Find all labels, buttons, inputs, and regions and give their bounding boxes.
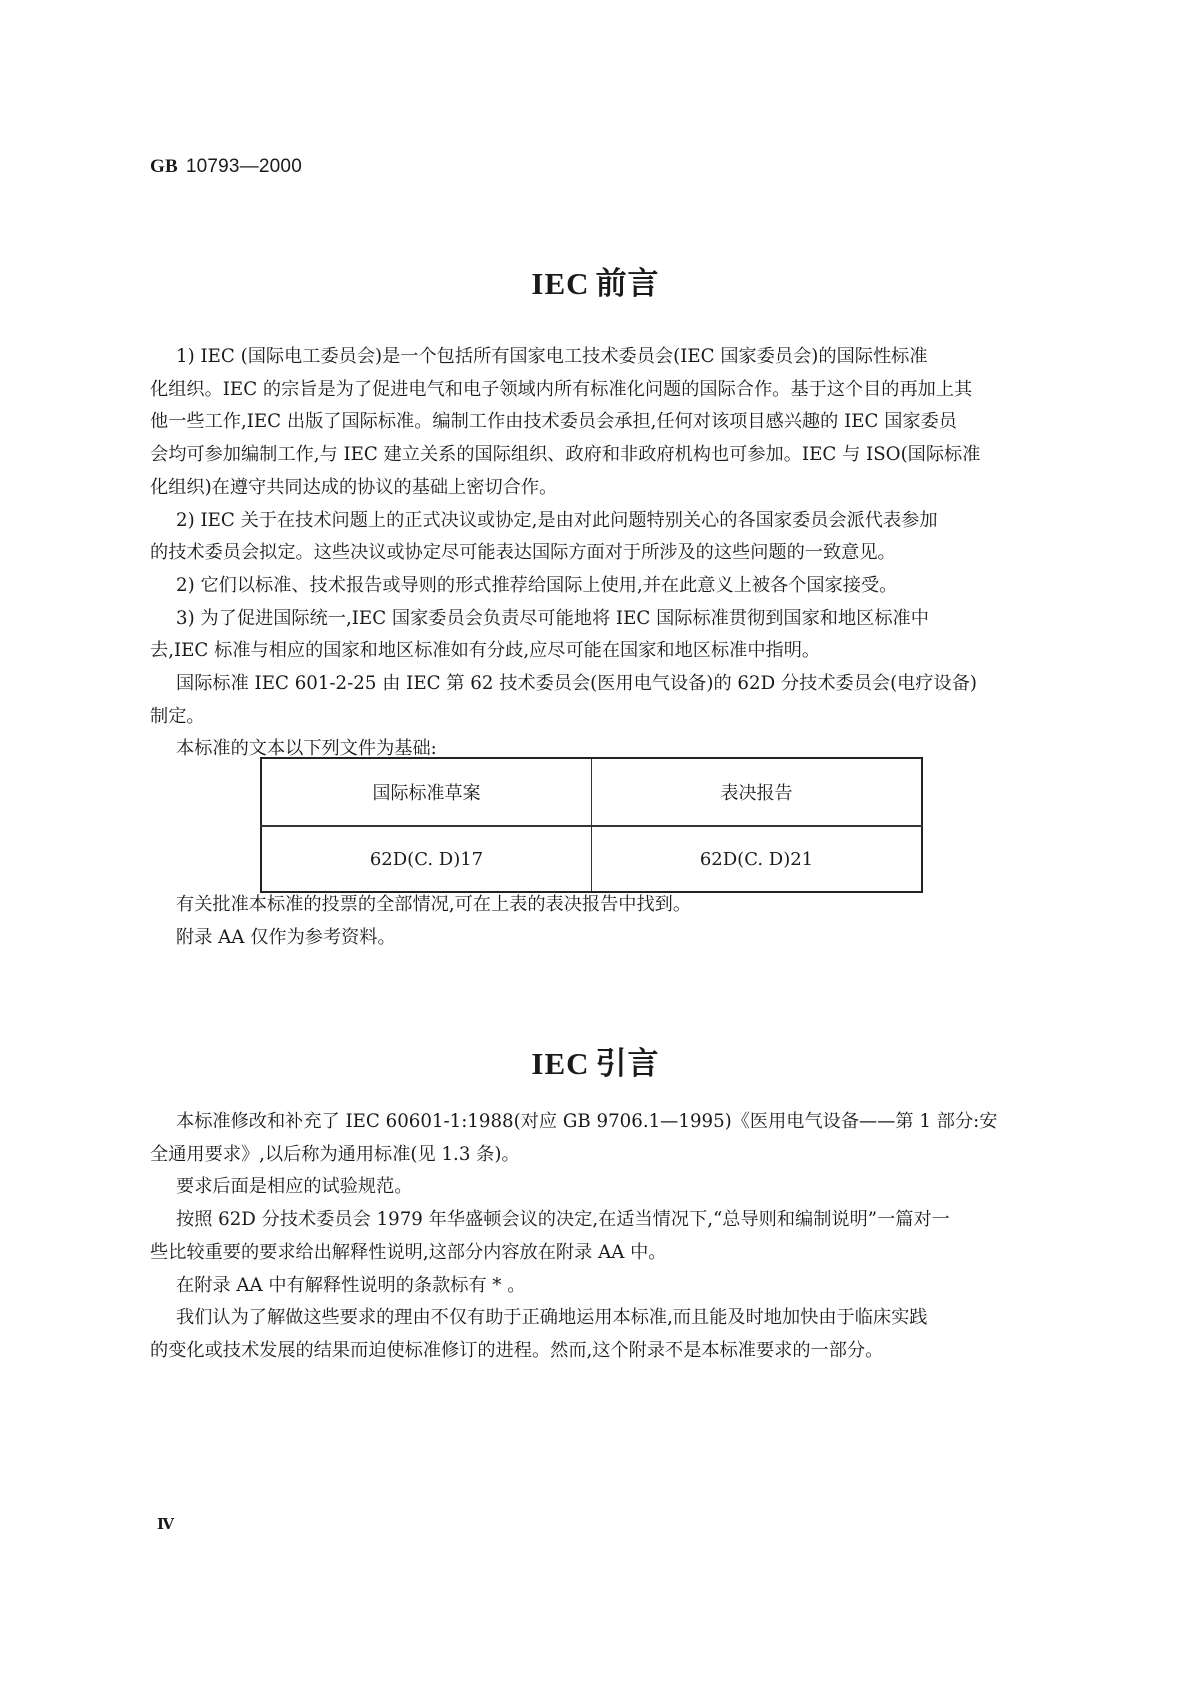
foreword-paragraph-3	[176, 570, 1066, 603]
table-header-draft: 国际标准草案	[261, 758, 592, 826]
voting-note	[176, 889, 1066, 922]
introduction-body	[150, 1106, 1066, 1368]
table-header-voting-report: 表决报告	[592, 758, 923, 826]
text-line: 附录 AA 仅作为参考资料。	[176, 926, 396, 948]
foreword-paragraph-1	[150, 341, 1066, 505]
text-line: 的技术委员会拟定。这些决议或协定尽可能表达国际方面对于所涉及的这些问题的一致意见。	[150, 542, 896, 564]
introduction-paragraph-5	[150, 1302, 1066, 1367]
standard-prefix: GB	[150, 156, 178, 177]
text-line: 按照 62D 分技术委员会 1979 年华盛顿会议的决定,在适当情况下,“总导则和编制说明”一篇对一	[176, 1209, 950, 1231]
text-line: 有关批准本标准的投票的全部情况,可在上表的表决报告中找到。	[176, 894, 692, 915]
foreword-after-table	[176, 889, 1066, 954]
foreword-paragraph-5	[150, 668, 1066, 733]
introduction-title-cjk: 引言	[595, 1046, 660, 1082]
foreword-title-cjk: 前言	[595, 266, 660, 302]
text-line: 我们认为了解做这些要求的理由不仅有助于正确地运用本标准,而且能及时地加快由于临床实践	[176, 1307, 928, 1329]
table-header-row	[261, 758, 922, 826]
introduction-title	[0, 1038, 1191, 1083]
foreword-paragraph-2	[150, 505, 1066, 570]
text-line: 制定。	[150, 705, 205, 727]
text-line: 他一些工作,IEC 出版了国际标准。编制工作由技术委员会承担,任何对该项目感兴趣的 IEC 国家委员	[150, 411, 957, 433]
text-line: 在附录 AA 中有解释性说明的条款标有 * 。	[176, 1274, 526, 1296]
introduction-paragraph-4	[176, 1270, 1066, 1303]
text-line: 3) 为了促进国际统一,IEC 国家委员会负责尽可能地将 IEC 国际标准贯彻到国家和地区标准中	[176, 607, 929, 629]
text-line: 国际标准 IEC 601-2-25 由 IEC 第 62 技术委员会(医用电气设备)的 62D 分技术委员会(电疗设备)	[176, 673, 978, 695]
text-line: 化组织)在遵守共同达成的协议的基础上密切合作。	[150, 476, 558, 498]
introduction-paragraph-3	[150, 1204, 1066, 1269]
introduction-title-latin: IEC	[531, 1046, 590, 1081]
text-line: 本标准修改和补充了 IEC 60601-1:1988(对应 GB 9706.1—1995)《医用电气设备——第 1 部分:安	[176, 1111, 998, 1132]
table-row	[261, 826, 922, 892]
text-line: 些比较重要的要求给出解释性说明,这部分内容放在附录 AA 中。	[150, 1241, 667, 1263]
foreword-title-latin: IEC	[531, 266, 590, 301]
standard-number: 10793—2000	[185, 156, 302, 177]
text-line: 会均可参加编制工作,与 IEC 建立关系的国际组织、政府和非政府机构也可参加。IEC 与 ISO(国际标准	[150, 444, 981, 466]
text-line: 1) IEC (国际电工委员会)是一个包括所有国家电工技术委员会(IEC 国家委员会)的国际性标准	[176, 346, 928, 367]
basis-documents-table	[260, 757, 923, 893]
table-cell-voting-report: 62D(C. D)21	[592, 826, 923, 892]
text-line: 要求后面是相应的试验规范。	[176, 1176, 413, 1198]
foreword-body	[150, 341, 1066, 766]
table-cell-draft: 62D(C. D)17	[261, 826, 592, 892]
text-line: 全通用要求》,以后称为通用标准(见 1.3 条)。	[150, 1143, 520, 1165]
annex-note	[176, 922, 1066, 955]
text-line: 的变化或技术发展的结果而迫使标准修订的进程。然而,这个附录不是本标准要求的一部分。	[150, 1339, 884, 1361]
text-line: 2) IEC 关于在技术问题上的正式决议或协定,是由对此问题特别关心的各国家委员会派代表参加	[176, 509, 938, 531]
page-number: Ⅳ	[157, 1517, 175, 1533]
introduction-paragraph-1	[150, 1106, 1066, 1171]
text-line: 化组织。IEC 的宗旨是为了促进电气和电子领域内所有标准化问题的国际合作。基于这个目的再加上其	[150, 378, 973, 400]
text-line: 去,IEC 标准与相应的国家和地区标准如有分歧,应尽可能在国家和地区标准中指明。	[150, 640, 821, 662]
foreword-paragraph-4	[150, 603, 1066, 668]
document-header	[150, 155, 302, 178]
foreword-title	[0, 258, 1191, 303]
text-line: 2) 它们以标准、技术报告或导则的形式推荐给国际上使用,并在此意义上被各个国家接受。	[176, 574, 898, 596]
introduction-paragraph-2	[176, 1171, 1066, 1204]
text-line: 本标准的文本以下列文件为基础:	[176, 738, 437, 760]
